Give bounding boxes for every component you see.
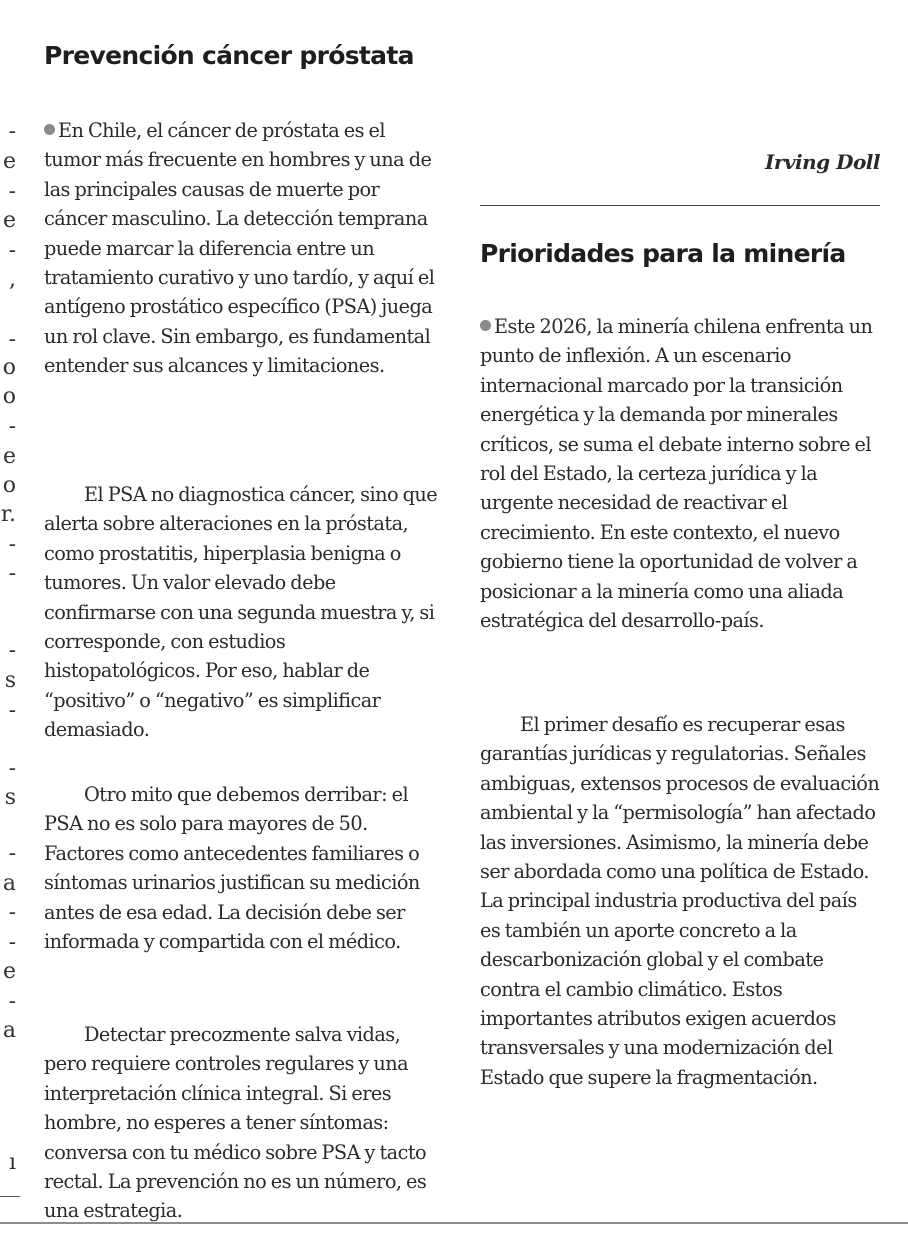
divider (480, 205, 880, 206)
line-fragment: s (4, 785, 16, 810)
line-fragment: - (8, 930, 16, 955)
line-fragment: r. (0, 502, 16, 527)
line-fragment: - (8, 841, 16, 866)
line-fragment: ı (8, 1150, 16, 1175)
line-fragment: - (8, 119, 16, 144)
line-fragment: - (8, 532, 16, 557)
line-fragment: a (2, 1018, 16, 1043)
line-fragment: - (8, 238, 16, 263)
line-fragment: - (8, 414, 16, 439)
article-paragraph: El primer desafío es recuperar esas garantías jurídicas y regulatorias. Señales ambiguas, extensos procesos de evaluación ambiental y la “permisología” han afectado las inversiones. Asimismo, la minería debe ser abordada como una política de Estado. La principal industria productiva del país es también un aporte concreto a la descarbonización global y el combate contra el cambio climático. Estos importantes atributos exigen acuerdos transversales y una modernización del Estado que supere la fragmentación. (480, 713, 880, 1089)
line-fragment: - (8, 989, 16, 1014)
article-paragraph: Detectar precozmente salva vidas, pero requiere controles regulares y una interpretación clínica integral. Si eres hombre, no esperes a tener síntomas: conversa con tu médico sobre PSA y tacto rectal. La prevención no es un número, es una estrategia. (44, 1023, 427, 1223)
article-title: Prevención cáncer próstata (44, 41, 414, 70)
line-fragment: - (8, 638, 16, 663)
line-fragment: - (8, 561, 16, 586)
line-fragment: o (2, 384, 16, 409)
line-fragment: - (8, 698, 16, 723)
line-fragment: o (2, 355, 16, 380)
article-paragraph: Otro mito que debemos derribar: el PSA no es solo para mayores de 50. Factores como antecedentes familiares o síntomas urinarios justifican su medición antes de esa edad. La decisión debe ser informada y compartida con el médico. (44, 783, 420, 954)
line-fragment: - (8, 756, 16, 781)
line-fragment: - (8, 900, 16, 925)
author-byline: Irving Doll (765, 150, 880, 174)
line-fragment: - (8, 327, 16, 352)
line-fragment: e (2, 959, 16, 984)
line-fragment: e (2, 208, 16, 233)
divider (0, 1196, 20, 1197)
line-fragment: e (2, 149, 16, 174)
line-fragment: , (9, 267, 16, 292)
line-fragment: e (2, 444, 16, 469)
article-paragraph: En Chile, el cáncer de próstata es el tumor más frecuente en hombres y una de las principales causas de muerte por cáncer masculino. La detección temprana puede marcar la diferencia entre un tratamiento curativo y uno tardío, y aquí el antígeno prostático específico (PSA) juega un rol clave. Sin embargo, es fundamental entender sus alcances y limitaciones. (44, 119, 435, 378)
article-title: Prioridades para la minería (480, 239, 846, 268)
article-paragraph: El PSA no diagnostica cáncer, sino que alerta sobre alteraciones en la próstata, como prostatitis, hiperplasia benigna o tumores. Un valor elevado debe confirmarse con una segunda muestra y, si corresponde, con estudios histopatológicos. Por eso, hablar de “positivo” o “negativo” es simplificar demasiado. (44, 483, 438, 742)
page-bottom-rule (0, 1222, 908, 1224)
line-fragment: o (2, 473, 16, 498)
previous-article-edge (0, 0, 22, 1200)
line-fragment: a (2, 871, 16, 896)
line-fragment: - (8, 179, 16, 204)
line-fragment: s (4, 668, 16, 693)
article-paragraph: Este 2026, la minería chilena enfrenta un punto de inflexión. A un escenario internacional marcado por la transición energética y la demanda por minerales críticos, se suma el debate interno sobre el rol del Estado, la certeza jurídica y la urgente necesidad de reactivar el crecimiento. En este contexto, el nuevo gobierno tiene la oportunidad de volver a posicionar a la minería como una aliada estratégica del desarrollo-país. (480, 315, 873, 633)
bullet-icon (480, 320, 491, 331)
bullet-icon (44, 124, 55, 135)
